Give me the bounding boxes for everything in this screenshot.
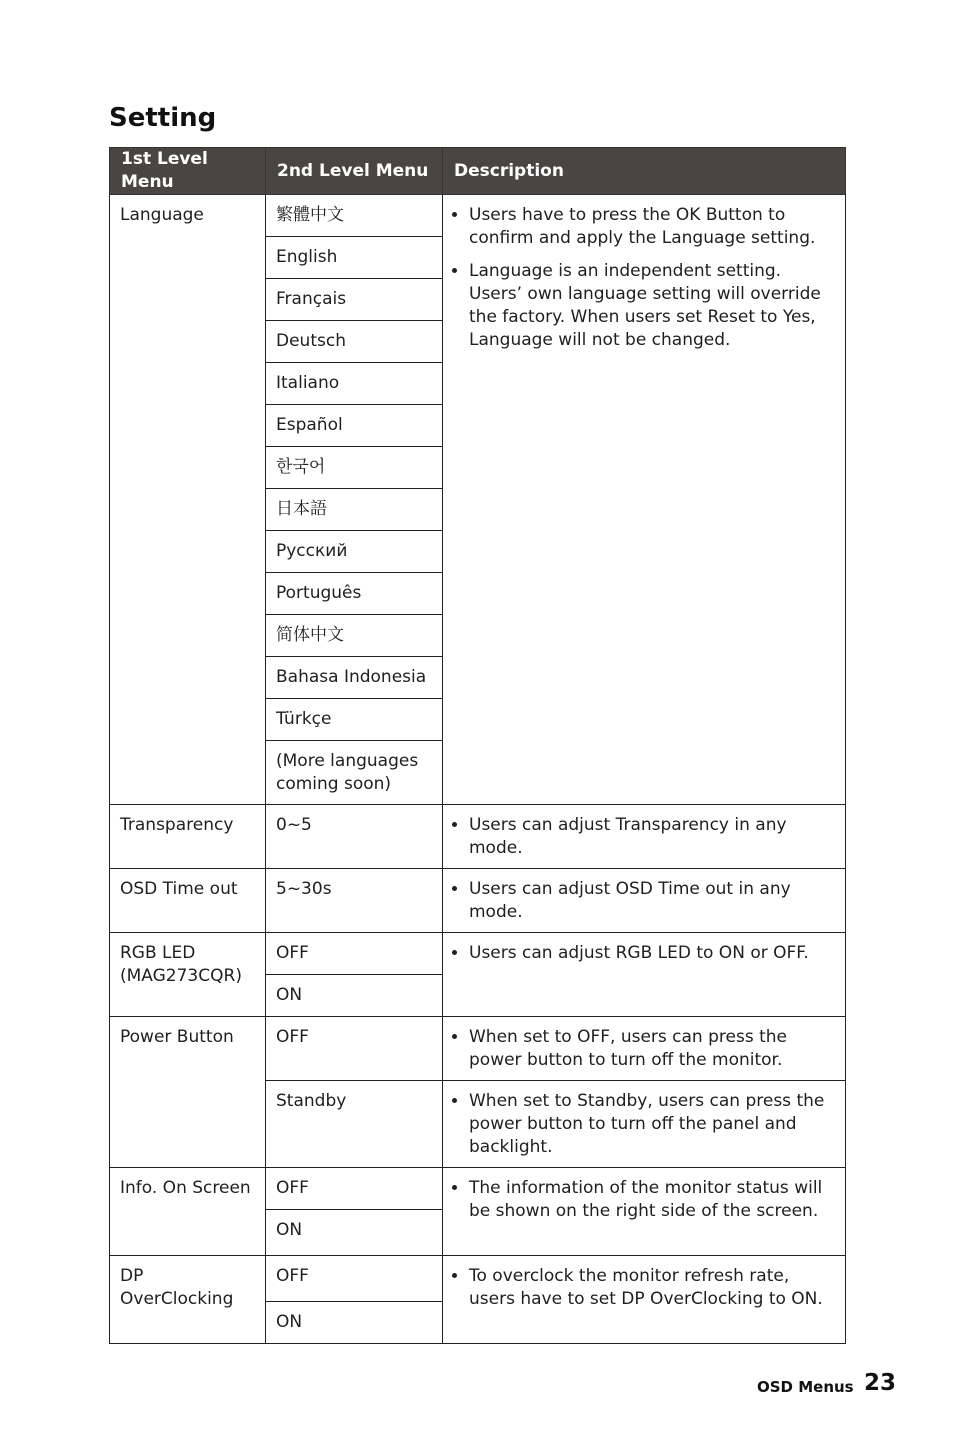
- language-option: English: [266, 237, 443, 279]
- description-item: • Users have to press the OK Button to confirm and apply the Language setting.: [469, 204, 835, 250]
- dp-overclocking-option: OFF: [266, 1256, 443, 1302]
- menu-dp-overclocking: DP OverClocking: [110, 1256, 266, 1344]
- table-header-row: [110, 148, 846, 195]
- dp-overclocking-description: [443, 1256, 846, 1344]
- table-row: [110, 869, 846, 933]
- dp-overclocking-option: ON: [266, 1302, 443, 1344]
- language-description: [443, 195, 846, 805]
- rgb-led-option: OFF: [266, 933, 443, 975]
- table-row: [110, 805, 846, 869]
- menu-power-button: Power Button: [110, 1017, 266, 1168]
- menu-info-on-screen: Info. On Screen: [110, 1168, 266, 1256]
- menu-osd-timeout: OSD Time out: [110, 869, 266, 933]
- table-row: [110, 1017, 846, 1081]
- osd-timeout-description: [443, 869, 846, 933]
- info-screen-option: ON: [266, 1210, 443, 1256]
- footer-section-label: OSD Menus: [757, 1378, 854, 1396]
- table-row: [110, 1256, 846, 1302]
- rgb-led-description: [443, 933, 846, 1017]
- description-item: • Users can adjust OSD Time out in any mode.: [469, 878, 835, 924]
- table-row: [110, 1168, 846, 1210]
- language-option: 简体中文: [266, 615, 443, 657]
- page-title: Setting: [109, 103, 217, 133]
- power-button-description-off: [443, 1017, 846, 1081]
- description-item: • Language is an independent setting. Users’ own language setting will override the factory. When users set Reset to Yes, Language will not be changed.: [469, 260, 835, 352]
- description-item: • Users can adjust Transparency in any mode.: [469, 814, 835, 860]
- language-option: Bahasa Indonesia: [266, 657, 443, 699]
- table-row: [110, 933, 846, 975]
- transparency-value: 0~5: [266, 805, 443, 869]
- description-item: • When set to Standby, users can press the power button to turn off the panel and backlight.: [469, 1090, 835, 1159]
- table-row: [110, 195, 846, 237]
- menu-language: Language: [110, 195, 266, 805]
- description-item: • When set to OFF, users can press the power button to turn off the monitor.: [469, 1026, 835, 1072]
- page-number: 23: [864, 1370, 897, 1396]
- osd-timeout-value: 5~30s: [266, 869, 443, 933]
- language-option: Türkçe: [266, 699, 443, 741]
- language-option: Português: [266, 573, 443, 615]
- transparency-description: [443, 805, 846, 869]
- language-option: 日本語: [266, 489, 443, 531]
- language-option: (More languages coming soon): [266, 741, 443, 805]
- description-item: • Users can adjust RGB LED to ON or OFF.: [469, 942, 835, 965]
- power-button-description-standby: [443, 1081, 846, 1168]
- rgb-led-option: ON: [266, 975, 443, 1017]
- language-option: 한국어: [266, 447, 443, 489]
- language-option: Español: [266, 405, 443, 447]
- info-screen-option: OFF: [266, 1168, 443, 1210]
- description-item: • The information of the monitor status will be shown on the right side of the screen.: [469, 1177, 835, 1223]
- header-2nd-level: 2nd Level Menu: [266, 148, 443, 195]
- power-button-option: OFF: [266, 1017, 443, 1081]
- language-option: 繁體中文: [266, 195, 443, 237]
- settings-table: [109, 147, 846, 1344]
- info-screen-description: [443, 1168, 846, 1256]
- description-item: • To overclock the monitor refresh rate, users have to set DP OverClocking to ON.: [469, 1265, 835, 1311]
- header-1st-level: 1st Level Menu: [110, 148, 266, 195]
- language-option: Français: [266, 279, 443, 321]
- header-description: Description: [443, 148, 846, 195]
- language-option: Deutsch: [266, 321, 443, 363]
- menu-transparency: Transparency: [110, 805, 266, 869]
- language-option: Русский: [266, 531, 443, 573]
- language-option: Italiano: [266, 363, 443, 405]
- power-button-option: Standby: [266, 1081, 443, 1168]
- menu-rgb-led: RGB LED (MAG273CQR): [110, 933, 266, 1017]
